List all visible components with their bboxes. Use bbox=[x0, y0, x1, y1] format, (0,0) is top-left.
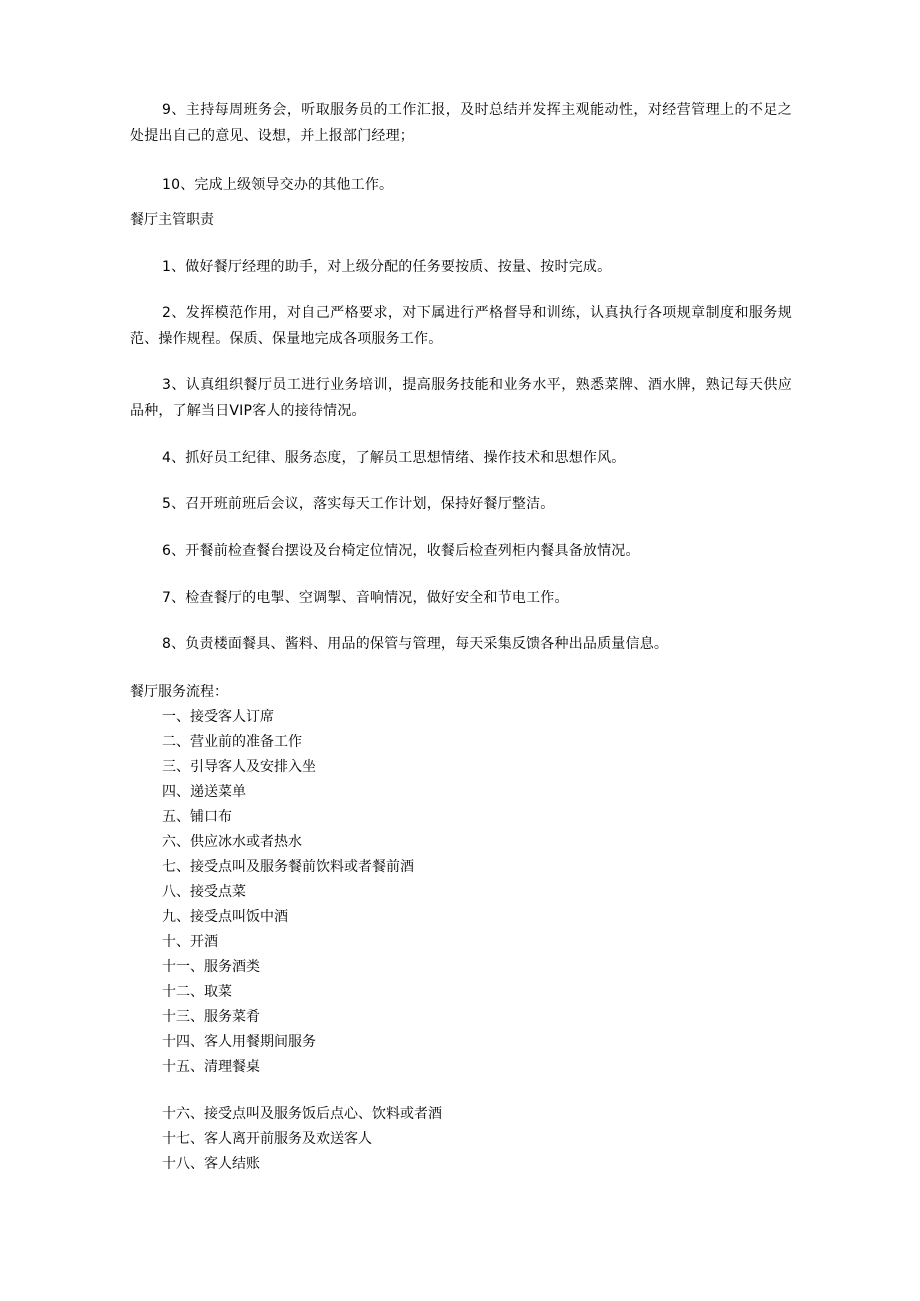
supervisor-item-2: 2、发挥模范作用，对自己严格要求，对下属进行严格督导和训练，认真执行各项规章制度和服务规范、操作规程。保质、保量地完成各项服务工作。 bbox=[130, 305, 792, 347]
process-step-14: 十四、客人用餐期间服务 bbox=[162, 1034, 316, 1050]
process-step-2: 二、营业前的准备工作 bbox=[162, 734, 302, 750]
process-step-5: 五、铺口布 bbox=[162, 809, 232, 825]
process-step-18: 十八、客人结账 bbox=[162, 1156, 260, 1172]
process-step-16: 十六、接受点叫及服务饭后点心、饮料或者酒 bbox=[162, 1106, 442, 1122]
supervisor-section-title: 餐厅主管职责 bbox=[130, 212, 214, 228]
supervisor-item-4: 4、抓好员工纪律、服务态度，了解员工思想情绪、操作技术和思想作风。 bbox=[162, 450, 626, 466]
process-step-12: 十二、取菜 bbox=[162, 984, 232, 1000]
process-step-10: 十、开酒 bbox=[162, 934, 218, 950]
process-step-8: 八、接受点菜 bbox=[162, 884, 246, 900]
process-step-17: 十七、客人离开前服务及欢送客人 bbox=[162, 1131, 372, 1147]
supervisor-item-8: 8、负责楼面餐具、酱料、用品的保管与管理，每天采集反馈各种出品质量信息。 bbox=[162, 636, 669, 652]
duty-item-10: 10、完成上级领导交办的其他工作。 bbox=[162, 177, 394, 193]
process-step-4: 四、递送菜单 bbox=[162, 784, 246, 800]
process-step-15: 十五、清理餐桌 bbox=[162, 1059, 260, 1075]
supervisor-item-7: 7、检查餐厅的电掣、空调掣、音响情况，做好安全和节电工作。 bbox=[162, 590, 569, 606]
supervisor-item-1: 1、做好餐厅经理的助手，对上级分配的任务要按质、按量、按时完成。 bbox=[162, 259, 612, 275]
supervisor-item-5: 5、召开班前班后会议，落实每天工作计划，保持好餐厅整洁。 bbox=[162, 496, 555, 512]
process-step-7: 七、接受点叫及服务餐前饮料或者餐前酒 bbox=[162, 859, 414, 875]
process-step-11: 十一、服务酒类 bbox=[162, 959, 260, 975]
process-section-title: 餐厅服务流程： bbox=[130, 684, 228, 700]
duty-item-9: 9、主持每周班务会，听取服务员的工作汇报，及时总结并发挥主观能动性，对经营管理上的不足之处提出自己的意见、设想，并上报部门经理； bbox=[130, 102, 792, 144]
process-step-3: 三、引导客人及安排入坐 bbox=[162, 759, 316, 775]
supervisor-item-6: 6、开餐前检查餐台摆设及台椅定位情况，收餐后检查列柜内餐具备放情况。 bbox=[162, 543, 640, 559]
process-step-13: 十三、服务菜肴 bbox=[162, 1009, 260, 1025]
process-step-6: 六、供应冰水或者热水 bbox=[162, 834, 302, 850]
process-step-1: 一、接受客人订席 bbox=[162, 709, 274, 725]
supervisor-item-3: 3、认真组织餐厅员工进行业务培训，提高服务技能和业务水平，熟悉菜牌、酒水牌，熟记每天供应品种，了解当日VIP客人的接待情况。 bbox=[130, 377, 792, 419]
process-step-9: 九、接受点叫饭中酒 bbox=[162, 909, 288, 925]
